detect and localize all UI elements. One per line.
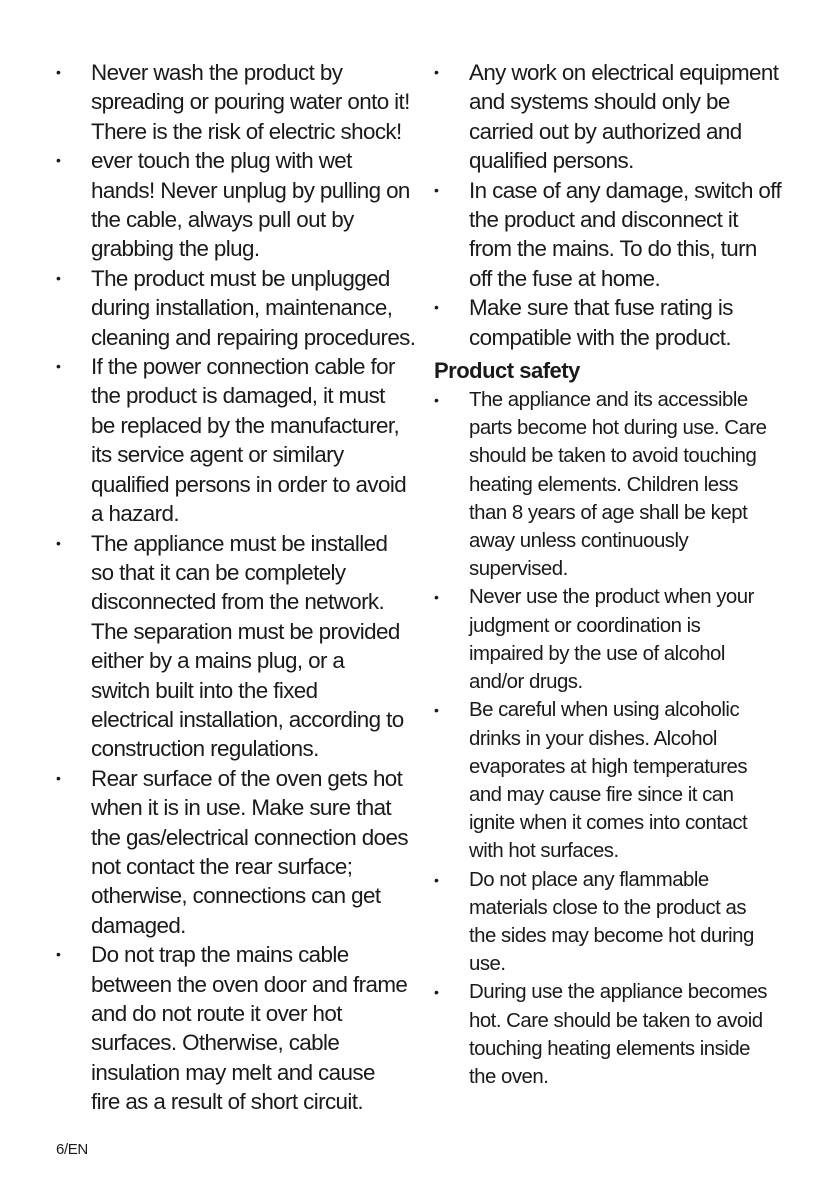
product-safety-list	[434, 386, 784, 1091]
bullet-icon: •	[434, 181, 439, 198]
list-item: • The appliance must be installed so that it can be completely disconnected from the network. The separation must be provided either by a mains plug, or a switch built into the fixed electrical installation, according to construction regulations.	[56, 530, 404, 762]
bullet-icon: •	[434, 984, 439, 1001]
bullet-icon: •	[56, 64, 61, 80]
list-item: • Never wash the product by spreading or pouring water onto it! There is the risk of electric shock!	[56, 60, 410, 144]
list-item: • If the power connection cable for the product is damaged, it must be replaced by the manufacturer, its service agent or similary qualified persons in order to avoid a hazard.	[56, 354, 407, 527]
list-item: • Rear surface of the oven gets hot when it is in use. Make sure that the gas/electrical connection does not contact the rear surface; otherwise, connections can get damaged.	[56, 765, 408, 938]
bullet-icon: •	[56, 269, 61, 286]
list-item: • In case of any damage, switch off the product and disconnect it from the mains. To do this, turn off the fuse at home.	[434, 177, 782, 291]
bullet-icon: •	[56, 152, 61, 169]
bullet-icon: •	[434, 589, 439, 606]
list-item: • Do not trap the mains cable between the oven door and frame and do not route it over hot surfaces. Otherwise, cable insulation may melt and cause fire as a result of short circuit.	[56, 942, 408, 1115]
bullet-icon: •	[56, 358, 61, 375]
list-item: • Do not place any flammable materials close to the product as the sides may become hot during use.	[434, 866, 784, 979]
bullet-icon: •	[434, 299, 439, 316]
bullet-icon: •	[434, 702, 439, 719]
list-item: • Any work on electrical equipment and systems should only be carried out by authorized and qualified persons.	[434, 60, 779, 174]
list-item: • The product must be unplugged during installation, maintenance, cleaning and repairing procedures.	[56, 265, 416, 350]
safety-list-electrical-continued	[434, 58, 784, 352]
right-column	[434, 58, 784, 1091]
bullet-icon: •	[434, 392, 439, 409]
safety-list-electrical-general	[56, 58, 420, 1117]
bullet-icon: •	[56, 534, 61, 551]
bullet-icon: •	[56, 769, 61, 786]
list-item: • The appliance and its accessible parts become hot during use. Care should be taken to avoid touching heating elements. Children less than 8 years of age shall be kept away unless continuously supervised.	[434, 386, 784, 583]
page-number: 6/EN	[56, 1141, 88, 1158]
list-item: • Never use the product when your judgment or coordination is impaired by the use of alcohol and/or drugs.	[434, 583, 784, 696]
list-item: • ever touch the plug with wet hands! Never unplug by pulling on the cable, always pull out by grabbing the plug.	[56, 148, 410, 262]
bullet-icon: •	[56, 946, 61, 963]
bullet-icon: •	[434, 64, 439, 80]
left-column	[56, 58, 420, 1117]
bullet-icon: •	[434, 871, 439, 888]
list-item: • During use the appliance becomes hot. Care should be taken to avoid touching heating elements inside the oven.	[434, 978, 784, 1091]
section-heading-product-safety: Product safety	[434, 358, 580, 384]
list-item: • Make sure that fuse rating is compatible with the product.	[434, 295, 733, 350]
list-item: • Be careful when using alcoholic drinks in your dishes. Alcohol evaporates at high temperatures and may cause fire since it can ignite when it comes into contact with hot surfaces.	[434, 696, 784, 865]
